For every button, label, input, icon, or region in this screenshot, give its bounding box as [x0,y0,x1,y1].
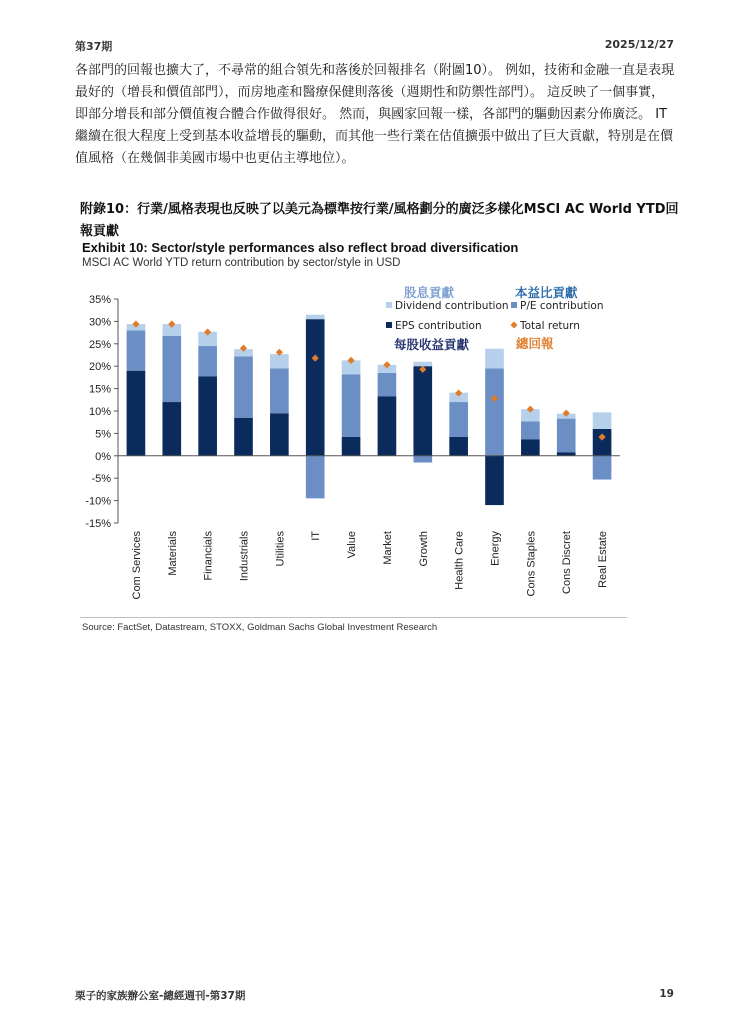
legend-pe-label: P/E contribution [520,300,604,312]
legend-eps-swatch [386,322,392,328]
legend-pe-zh: 本益比貢獻 [515,285,578,300]
bar-segment [378,373,397,396]
x-category-label: Real Estate [597,531,610,588]
bar-segment [485,368,504,455]
bar-segment [234,356,253,417]
x-category-label: Industrials [238,531,251,582]
y-tick-label: 0% [95,450,111,463]
x-category-label: Com Services [130,531,143,600]
x-category-label: Value [346,531,359,559]
x-category-label: Health Care [453,531,466,590]
bar-segment [306,456,325,499]
bar-segment [270,413,289,456]
legend-total-label: Total return [520,320,580,332]
bar-segment [413,362,432,366]
legend-eps-label: EPS contribution [395,320,482,332]
x-category-label: Utilities [274,531,287,567]
legend-dividend-swatch [386,302,392,308]
x-category-label: Cons Discret [561,531,574,594]
return-contribution-chart [70,280,640,610]
bar-segment [485,456,504,505]
bar-segment [127,371,146,456]
bar-segment [593,456,612,480]
legend-dividend-zh: 股息貢獻 [404,285,455,300]
bar-segment [342,437,361,456]
bar-segment [378,396,397,456]
exhibit-title-chinese: 附錄10：行業/風格表現也反映了以美元為標準按行業/風格劃分的廣泛多樣化MSCI AC World YTD回報貢獻 [80,202,679,239]
y-tick-label: -10% [85,495,111,508]
exhibit-title-english: Exhibit 10: Sector/style performances also reflect broad diversification [82,240,519,255]
y-tick-label: 5% [95,428,111,441]
x-category-label: Materials [166,531,179,576]
bar-segment [521,421,540,439]
bar-segment [449,437,468,456]
bar-segment [234,418,253,456]
bar-segment [485,349,504,369]
bar-segment [449,402,468,437]
bar-segment [593,429,612,456]
legend-pe-swatch [511,302,517,308]
x-category-label: Market [381,531,394,565]
issue-label: 第37期 [75,40,113,53]
bar-segment [593,412,612,429]
x-category-label: Financials [202,531,215,581]
y-tick-label: 30% [88,316,111,329]
footer-publication: 栗子的家族辦公室-總經週刊-第37期 [75,990,246,1002]
bar-segment [413,456,432,463]
y-tick-label: 10% [88,406,111,418]
bar-segment [127,330,146,370]
legend-dividend-label: Dividend contribution [395,300,509,312]
legend-total-marker [511,322,518,329]
y-tick-label: 20% [88,361,111,374]
bar-segment [162,402,181,456]
bar-segment [306,319,325,456]
legend-total-zh: 總回報 [516,336,554,351]
bar-segment [342,374,361,437]
body-paragraph: 各部門的回報也擴大了，不尋常的組合領先和落後於回報排名（附圖10）。 例如，技術和金融一直是表現最好的（增長和價值部門），而房地產和醫療保健則落後（週期性和防禦性部門）。 這反映了一個事實，即部分增長和部分價值複合體合作做得很好。 然而，與國家回報一樣，各部門的驅動因素分佈廣泛。 IT繼續在很大程度上受到基本收益增長的驅動，而其他一些行業在估值擴張中做出了巨大貢獻，特別是在價值風格（在幾個非美國市場中也更佔主導地位）。 [75,63,675,166]
bar-segment [306,315,325,319]
x-category-label: IT [310,531,323,541]
bar-segment [198,346,217,376]
x-category-label: Growth [417,531,430,567]
y-tick-label: 15% [88,383,111,396]
source-divider [80,617,627,618]
bar-segment [198,377,217,456]
source-note: Source: FactSet, Datastream, STOXX, Goldman Sachs Global Investment Research [82,622,438,633]
bar-segment [162,336,181,402]
y-tick-label: 25% [88,338,111,351]
y-tick-label: -15% [85,518,111,530]
y-tick-label: 35% [88,294,111,306]
x-category-label: Energy [489,531,502,566]
page-number: 19 [659,988,674,1000]
bar-segment [521,439,540,456]
legend-eps-zh: 每股收益貢獻 [394,337,470,352]
bar-segment [270,354,289,368]
exhibit-subtitle: MSCI AC World YTD return contribution by sector/style in USD [82,257,401,269]
issue-date: 2025/12/27 [604,38,674,51]
bar-segment [270,368,289,413]
y-tick-label: -5% [91,473,111,486]
x-category-label: Cons Staples [525,531,538,597]
bar-segment [557,452,576,456]
bar-segment [557,419,576,453]
bar-segment [413,366,432,456]
